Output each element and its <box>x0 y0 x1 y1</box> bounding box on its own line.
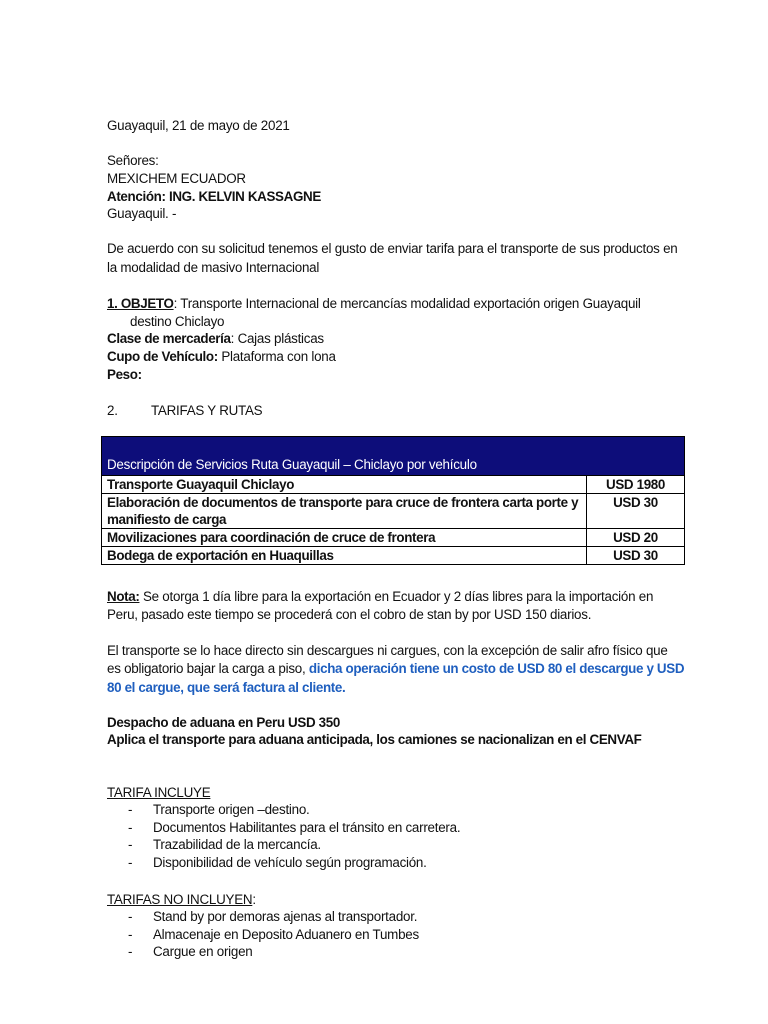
peso-label: Peso: <box>107 367 142 382</box>
no-incluyen-colon: : <box>252 892 256 907</box>
incluye-list <box>108 801 460 871</box>
company-name: MEXICHEM ECUADOR <box>107 171 246 186</box>
table-cell-desc: Transporte Guayaquil Chiclayo <box>102 476 587 494</box>
list-item: - Trazabilidad de la mercancía. <box>128 837 321 852</box>
table-header: Descripción de Servicios Ruta Guayaquil – Chiclayo por vehículo <box>102 437 685 476</box>
transporte-plain: es obligatorio bajar la carga a piso, <box>107 661 309 676</box>
objeto-line-1 <box>107 295 641 312</box>
dash-marker: - <box>128 909 133 924</box>
cupo-line <box>107 348 336 365</box>
table-row <box>102 529 685 547</box>
tarifas-table <box>101 436 685 565</box>
aduana-line-1: Despacho de aduana en Peru USD 350 <box>107 715 340 730</box>
table-cell-desc: Movilizaciones para coordinación de cruce de frontera <box>102 529 587 547</box>
dash-marker: - <box>128 819 133 835</box>
transporte-line-2 <box>107 660 684 677</box>
clase-value: : Cajas plásticas <box>230 331 324 346</box>
table-cell-desc: Bodega de exportación en Huaquillas <box>102 547 587 565</box>
cupo-value: Plataforma con lona <box>217 349 336 364</box>
dash-marker: - <box>128 854 133 870</box>
aduana-line-2: Aplica el transporte para aduana anticipada, los camiones se nacionalizan en el CENVAF <box>107 732 642 747</box>
dash-marker: - <box>128 837 133 852</box>
no-incluyen-list <box>108 908 419 961</box>
nota-line-2: Peru, pasado este tiempo se procederá con el cobro de stan by por USD 150 diarios. <box>107 607 592 622</box>
clase-line <box>107 330 324 347</box>
nota-text: Se otorga 1 día libre para la exportación en Ecuador y 2 días libres para la importación en <box>139 589 654 604</box>
nota-line-1 <box>107 588 653 605</box>
objeto-line-2: destino Chiclayo <box>130 314 225 329</box>
table-row <box>102 476 685 494</box>
table-cell-desc: Elaboración de documentos de transporte para cruce de frontera carta porte y manifiesto de carga <box>102 494 587 529</box>
incluye-title: TARIFA INCLUYE <box>107 785 211 800</box>
list-item: - Stand by por demoras ajenas al transportador. <box>128 909 418 924</box>
table-row <box>102 547 685 565</box>
objeto-text: : Transporte Internacional de mercancías modalidad exportación origen Guayaquil <box>173 296 641 311</box>
salutation: Señores: <box>107 153 159 168</box>
dash-marker: - <box>128 944 133 959</box>
cupo-label: Cupo de Vehículo: <box>107 349 218 364</box>
date-line: Guayaquil, 21 de mayo de 2021 <box>107 118 290 133</box>
nota-label: Nota: <box>107 589 140 604</box>
transporte-highlight: dicha operación tiene un costo de USD 80 el descargue y USD <box>308 661 685 676</box>
list-item: - Cargue en origen <box>128 944 253 959</box>
section-2-number: 2. <box>107 403 118 418</box>
no-incluyen-title-line <box>107 891 256 908</box>
list-item: - Disponibilidad de vehículo según programación. <box>128 854 427 870</box>
list-item: - Transporte origen –destino. <box>128 802 310 817</box>
table-cell-price: USD 30 <box>587 494 685 529</box>
dash-marker: - <box>128 802 133 817</box>
table-row <box>102 494 685 529</box>
table-cell-price: USD 20 <box>587 529 685 547</box>
table-header-row <box>102 437 685 476</box>
transporte-line-3: 80 el cargue, que será factura al cliente. <box>107 680 346 695</box>
transporte-line-1: El transporte se lo hace directo sin descargues ni cargues, con la excepción de salir afro físico que <box>107 643 668 658</box>
intro-line-2: la modalidad de masivo Internacional <box>107 260 320 275</box>
list-item: - Documentos Habilitantes para el tránsito en carretera. <box>128 819 461 835</box>
section-2-title: TARIFAS Y RUTAS <box>151 403 263 418</box>
intro-line-1: De acuerdo con su solicitud tenemos el gusto de enviar tarifa para el transporte de sus productos en <box>107 241 678 256</box>
table-cell-price: USD 1980 <box>587 476 685 494</box>
objeto-label: 1. OBJETO <box>107 296 174 311</box>
city-line: Guayaquil. - <box>107 206 177 221</box>
no-incluyen-title: TARIFAS NO INCLUYEN <box>107 892 253 907</box>
list-item: - Almacenaje en Deposito Aduanero en Tumbes <box>128 926 419 942</box>
attention-line: Atención: ING. KELVIN KASSAGNE <box>107 189 321 204</box>
table-cell-price: USD 30 <box>587 547 685 565</box>
clase-label: Clase de mercadería <box>107 331 231 346</box>
dash-marker: - <box>128 926 133 942</box>
